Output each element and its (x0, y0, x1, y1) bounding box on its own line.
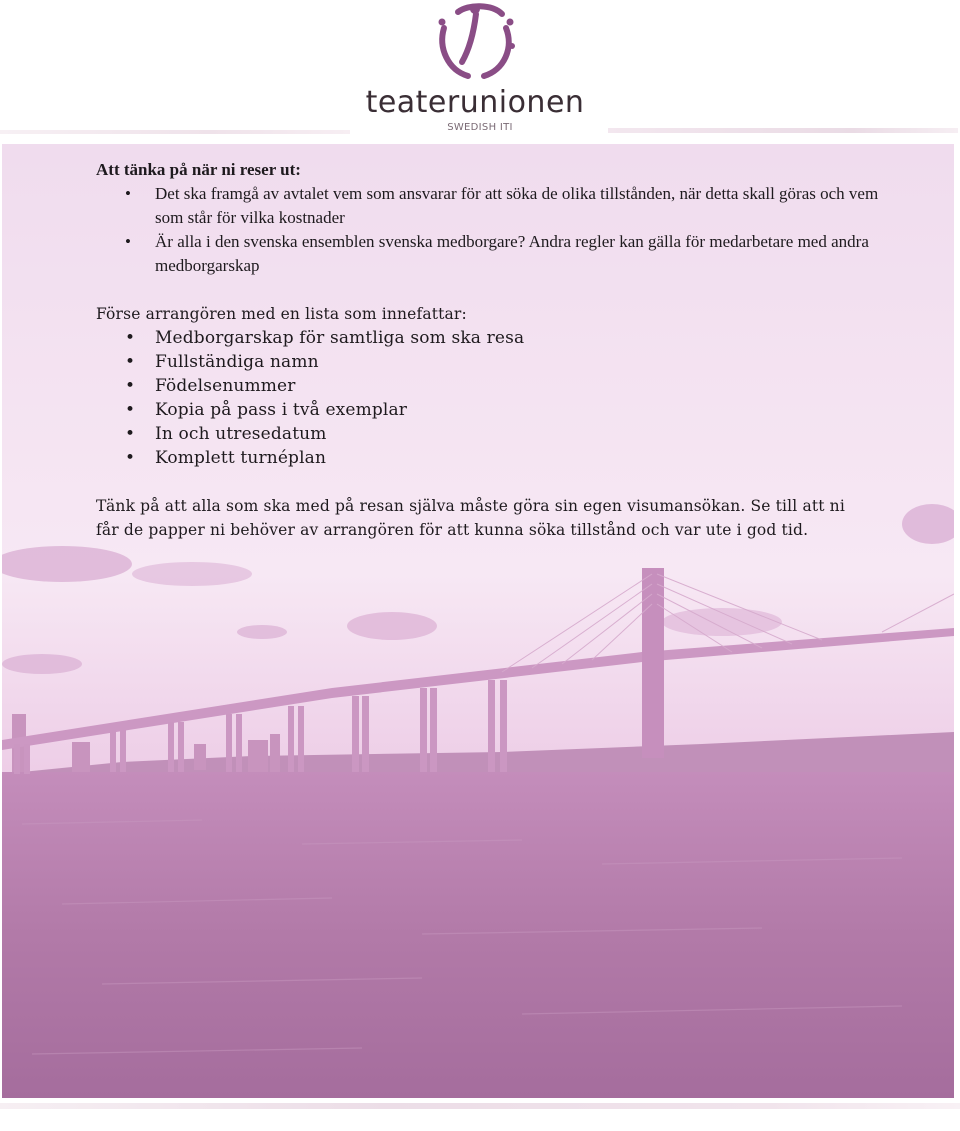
header-rule-right (608, 128, 958, 133)
header-rule-left (0, 130, 350, 134)
page-header (0, 0, 960, 145)
teaterunionen-logo-icon (430, 0, 520, 82)
requirements-list (96, 326, 896, 470)
considerations-list (96, 182, 896, 278)
section-heading: Att tänka på när ni reser ut: (96, 160, 301, 179)
logo-wordmark: teaterunionen (365, 85, 585, 120)
list-item: • Komplett turnéplan (96, 446, 896, 470)
list-item: • Det ska framgå av avtalet vem som ansvarar för att söka de olika tillstånden, när detta skall göras och vem som står för vilka kostnader (96, 182, 896, 230)
requirements-intro: Förse arrangören med en lista som innefattar: (96, 305, 467, 323)
closing-paragraph: Tänk på att alla som ska med på resan själva måste göra sin egen visumansökan. Se till att ni får de papper ni behöver av arrangören för att kunna söka tillstånd och var ute i god tid. (96, 497, 845, 539)
list-item: • Fullständiga namn (96, 350, 896, 374)
footer-rule (0, 1103, 960, 1109)
list-item: • Födelsenummer (96, 374, 896, 398)
document-body (96, 158, 896, 542)
logo-subtitle: SWEDISH ITI (447, 122, 513, 133)
list-item: • Är alla i den svenska ensemblen svenska medborgare? Andra regler kan gälla för medarbetare med andra medborgarskap (96, 230, 896, 278)
list-item: • Kopia på pass i två exemplar (96, 398, 896, 422)
list-item: • In och utresedatum (96, 422, 896, 446)
list-item: • Medborgarskap för samtliga som ska resa (96, 326, 896, 350)
